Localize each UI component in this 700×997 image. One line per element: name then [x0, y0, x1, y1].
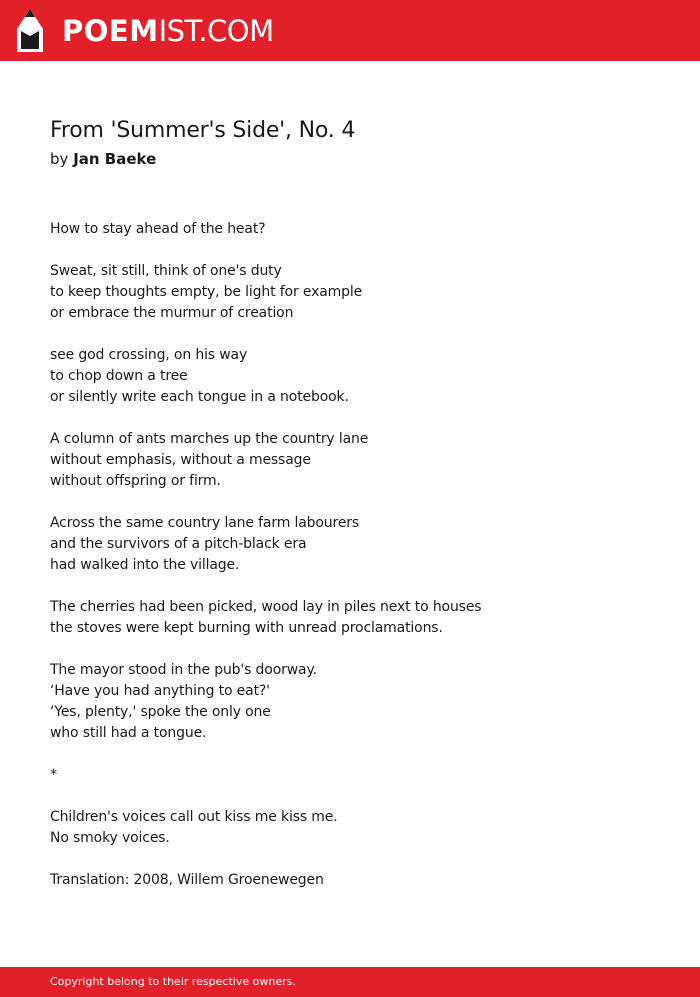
poem-line: without offspring or firm.: [50, 473, 221, 489]
poem-line: Children's voices call out kiss me kiss me.: [50, 809, 338, 825]
stanza-gap: [50, 576, 650, 597]
poem-line: who still had a tongue.: [50, 725, 207, 741]
poem-line: The cherries had been picked, wood lay in piles next to houses: [50, 599, 482, 615]
poem-author: Jan Baeke: [73, 150, 157, 168]
site-logo[interactable]: [62, 13, 274, 49]
poem-line: How to stay ahead of the heat?: [50, 221, 266, 237]
logo-text-light: IST.COM: [158, 14, 274, 48]
poem-line: *: [50, 767, 57, 783]
poem-line: to chop down a tree: [50, 368, 188, 384]
stanza-gap: [50, 786, 650, 807]
poem-body: [50, 219, 650, 891]
stanza-gap: [50, 324, 650, 345]
poem-byline: [50, 148, 156, 170]
poem-line: and the survivors of a pitch-black era: [50, 536, 307, 552]
pencil-icon: [17, 9, 43, 52]
stanza-gap: [50, 639, 650, 660]
poem-line: No smoky voices.: [50, 830, 170, 846]
by-label: by: [50, 150, 69, 168]
stanza-gap: [50, 492, 650, 513]
site-footer: [0, 967, 700, 997]
poem-title: From 'Summer's Side', No. 4: [50, 118, 356, 143]
stanza-gap: [50, 408, 650, 429]
logo-text-bold: POEM: [62, 14, 159, 48]
stanza-gap: [50, 240, 650, 261]
poem-line: had walked into the village.: [50, 557, 240, 573]
poem-line: to keep thoughts empty, be light for example: [50, 284, 363, 300]
stanza-gap: [50, 744, 650, 765]
poem-line: ‘Yes, plenty,' spoke the only one: [50, 704, 271, 720]
poem-line: without emphasis, without a message: [50, 452, 311, 468]
poem-line: or embrace the murmur of creation: [50, 305, 294, 321]
poem-line: Across the same country lane farm labourers: [50, 515, 360, 531]
stanza-gap: [50, 849, 650, 870]
site-header: [0, 0, 700, 61]
poem-line: see god crossing, on his way: [50, 347, 248, 363]
poem-line: ‘Have you had anything to eat?': [50, 683, 270, 699]
poem-line: The mayor stood in the pub's doorway.: [50, 662, 317, 678]
poem-line: A column of ants marches up the country lane: [50, 431, 369, 447]
poem-line: the stoves were kept burning with unread proclamations.: [50, 620, 443, 636]
poem-line: Sweat, sit still, think of one's duty: [50, 263, 282, 279]
copyright-text: Copyright belong to their respective owners.: [50, 975, 296, 988]
poem-line: or silently write each tongue in a notebook.: [50, 389, 349, 405]
poem-line: Translation: 2008, Willem Groenewegen: [50, 872, 324, 888]
